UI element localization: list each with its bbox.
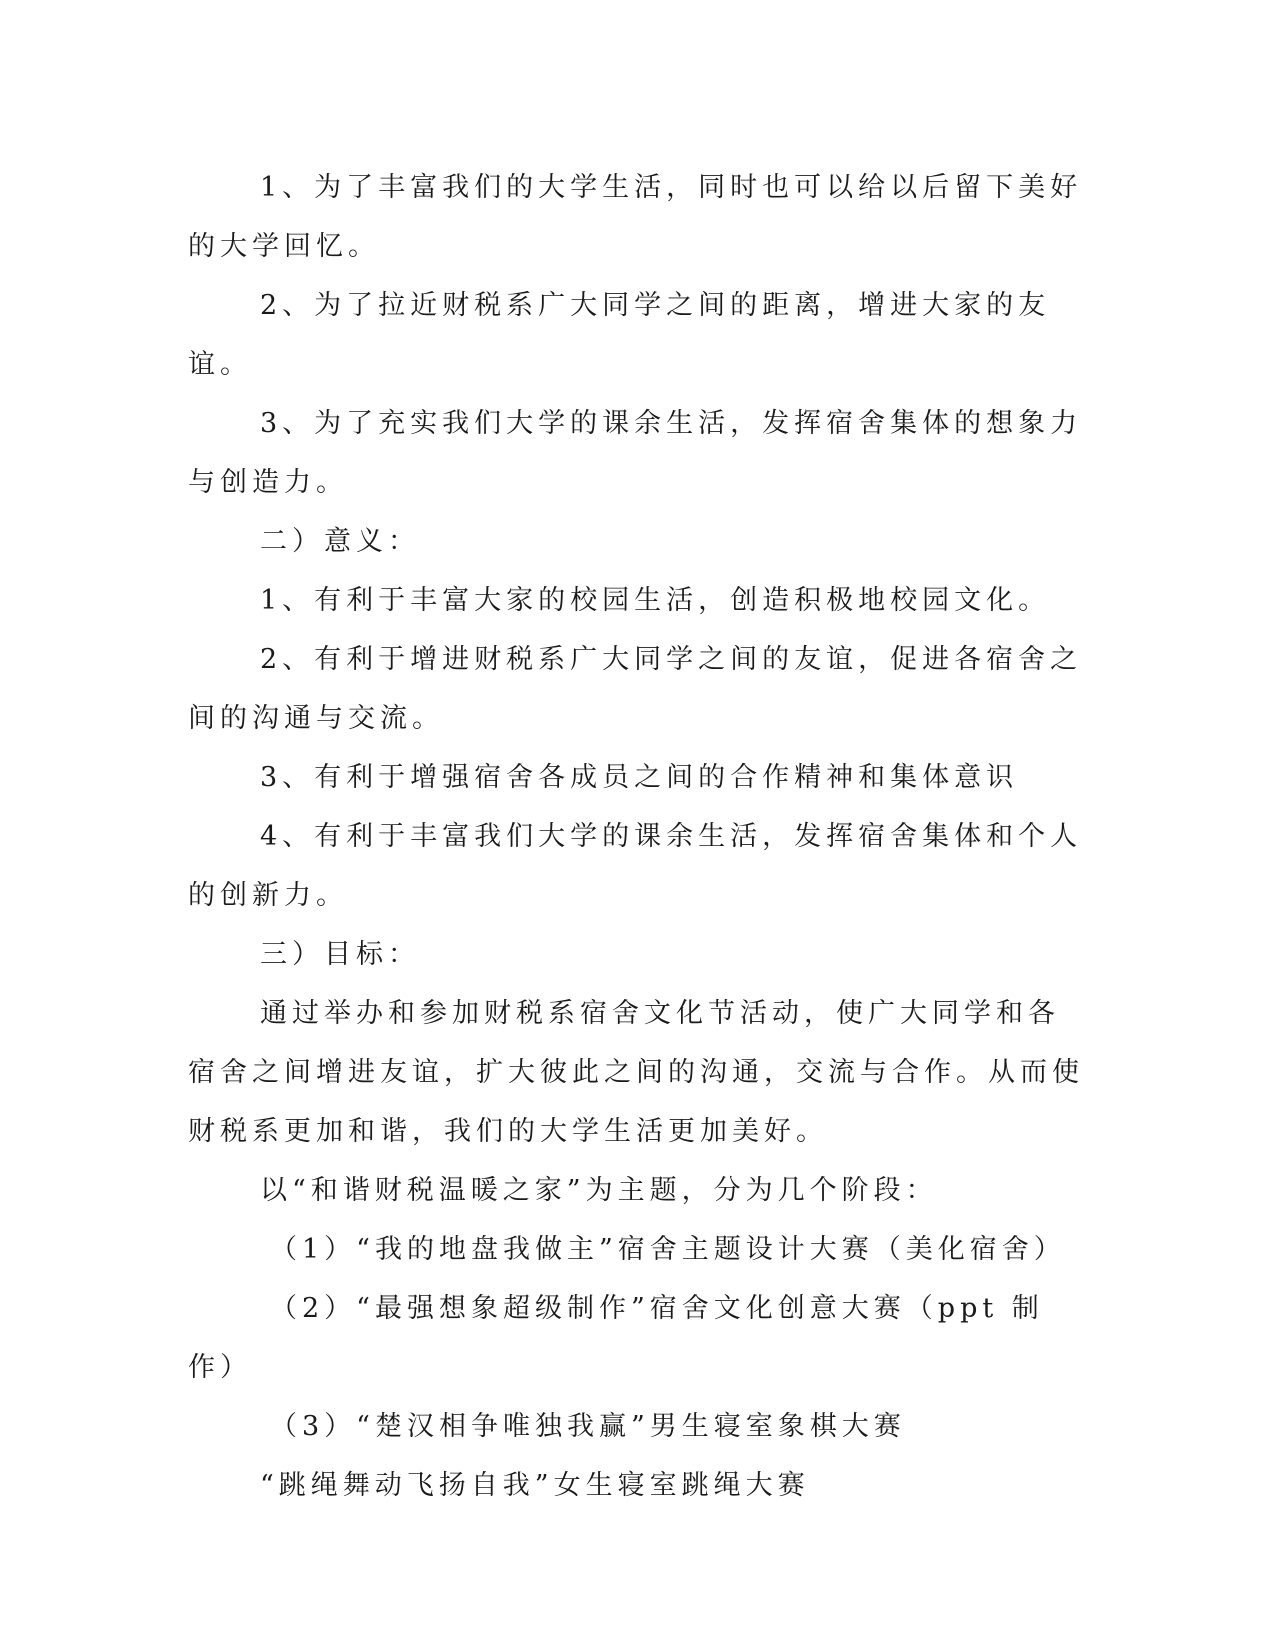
section-heading-significance: 二）意义： [260,526,420,557]
significance-item-4: 4、有利于丰富我们大学的课余生活，发挥宿舍集体和个人的创新力。 [188,821,1083,911]
theme-intro: 以“和谐财税温暖之家”为主题，分为几个阶段： [260,1175,938,1206]
goals-paragraph: 通过举办和参加财税系宿舍文化节活动，使广大同学和各宿舍之间增进友谊，扩大彼此之间的沟通，交流与合作。从而使财税系更加和谐，我们的大学生活更加美好。 [188,998,1084,1147]
stage-item-2: （2）“最强想象超级制作”宿舍文化创意大赛（ppt 制作） [188,1293,1044,1383]
document-body [188,158,1088,1515]
significance-item-1: 1、有利于丰富大家的校园生活，创造积极地校园文化。 [260,585,1051,616]
purpose-item-2: 2、为了拉近财税系广大同学之间的距离，增进大家的友谊。 [188,290,1051,380]
significance-item-3: 3、有利于增强宿舍各成员之间的合作精神和集体意识 [260,762,1019,793]
purpose-item-1: 1、为了丰富我们的大学生活，同时也可以给以后留下美好的大学回忆。 [188,172,1083,262]
section-heading-goals: 三）目标： [260,939,420,970]
stage-item-3: （3）“楚汉相争唯独我赢”男生寝室象棋大赛 [270,1411,906,1442]
stage-item-1: （1）“我的地盘我做主”宿舍主题设计大赛（美化宿舍） [270,1234,1066,1265]
purpose-item-3: 3、为了充实我们大学的课余生活，发挥宿舍集体的想象力与创造力。 [188,408,1083,498]
significance-item-2: 2、有利于增进财税系广大同学之间的友谊，促进各宿舍之间的沟通与交流。 [188,644,1083,734]
stage-item-3-girls: “跳绳舞动飞扬自我”女生寝室跳绳大赛 [260,1470,810,1501]
